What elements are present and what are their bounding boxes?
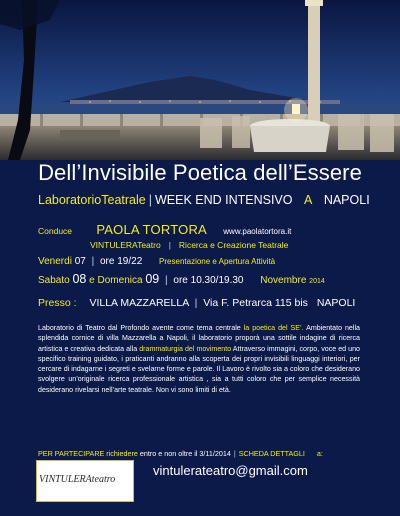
company-desc: Ricerca e Creazione Teatrale (178, 240, 289, 250)
sunday-num: 09 (145, 272, 160, 286)
friday-num: 07 (74, 256, 86, 267)
conduce-label: Conduce (38, 226, 73, 236)
body-part: Ambientato nella splendida cornice di villa Mazzarella a Napoli, il laboratorio proporà una sottile indagine di ricerca artistica e creativa dedicata alla (38, 324, 360, 353)
year-label: 2014 (309, 278, 325, 285)
scheda-label: SCHEDA DETTAGLI (238, 449, 305, 458)
lab-label: LaboratorioTeatrale (38, 193, 146, 207)
subtitle-line (38, 193, 370, 207)
separator: | (148, 193, 152, 207)
separator: | (168, 240, 171, 250)
friday-time: ore 19/22 (100, 256, 143, 267)
friday-desc: Presentazione e Apertura Attività (159, 257, 276, 266)
a-label: A (303, 193, 313, 207)
friday-label: Venerdi (38, 256, 72, 267)
venue-city: NAPOLI (316, 297, 356, 309)
partecipa-label: PER PARTECIPARE richiedere (38, 449, 138, 458)
deadline: entro e non oltre il 3/11/2014 (139, 449, 231, 458)
villa-terrace-photo (0, 0, 400, 160)
vintulera-logo (36, 460, 134, 502)
poster-title: Dell’Invisibile Poetica dell’Essere (38, 160, 362, 185)
company-line (90, 240, 288, 250)
separator: | (91, 256, 95, 267)
logo-text: VINTULERAteatro (39, 474, 116, 485)
participation-line: PER PARTECIPARE richiedere entro e non oltre il 3/11/2014 | SCHEDA DETTAGLI a: (38, 449, 323, 458)
separator: | (194, 297, 198, 309)
week-label: WEEK END INTENSIVO (154, 193, 293, 207)
venue-address: Via F. Petrarca 115 bis (203, 297, 308, 309)
presso-label: Presso : (38, 297, 77, 309)
body-part: Laboratorio di Teatro dal Profondo avente come tema centrale (38, 324, 241, 332)
conduce-line (38, 222, 291, 237)
separator: | (165, 275, 168, 286)
city-label: NAPOLI (323, 193, 370, 207)
venue-line (38, 297, 355, 309)
contact-email[interactable]: vintulerateatro@gmail.com (153, 463, 308, 478)
month-label: Novembre (260, 275, 307, 286)
saturday-label: Sabato (38, 275, 70, 286)
company-name: VINTULERATeatro (90, 240, 161, 250)
body-highlight: la poetica del SE’. (243, 324, 304, 332)
date-friday (38, 256, 275, 267)
weekend-time: ore 10.30/19.30 (173, 275, 244, 286)
and-label: e (89, 275, 95, 286)
website-link[interactable]: www.paolatortora.it (223, 227, 292, 236)
venue-name: VILLA MAZZARELLA (89, 297, 189, 309)
body-part: Attraverso immagini, corpo, voce ed uno specifico training guidato, i praticanti andranno alla scoperta dei propri invisibili linguaggi interiori, per cercare di indagarne i segreti e svelarne forme e parole. Il Lavoro è rivolto sia a coloro che desiderano svolgere un’originale ricerca professionale artistica , sia a tutti coloro che per semplice necessità desiderano rivelarsi nell’arte teatrale. Non vi sono limiti di età. (38, 344, 360, 394)
sunday-label: Domenica (97, 275, 143, 286)
a-label: a: (316, 449, 323, 458)
date-weekend (38, 272, 325, 286)
description-text (38, 323, 360, 395)
body-highlight: drammaturgia del movimento (139, 344, 232, 353)
saturday-num: 08 (72, 272, 87, 286)
director-name: PAOLA TORTORA (96, 222, 207, 237)
